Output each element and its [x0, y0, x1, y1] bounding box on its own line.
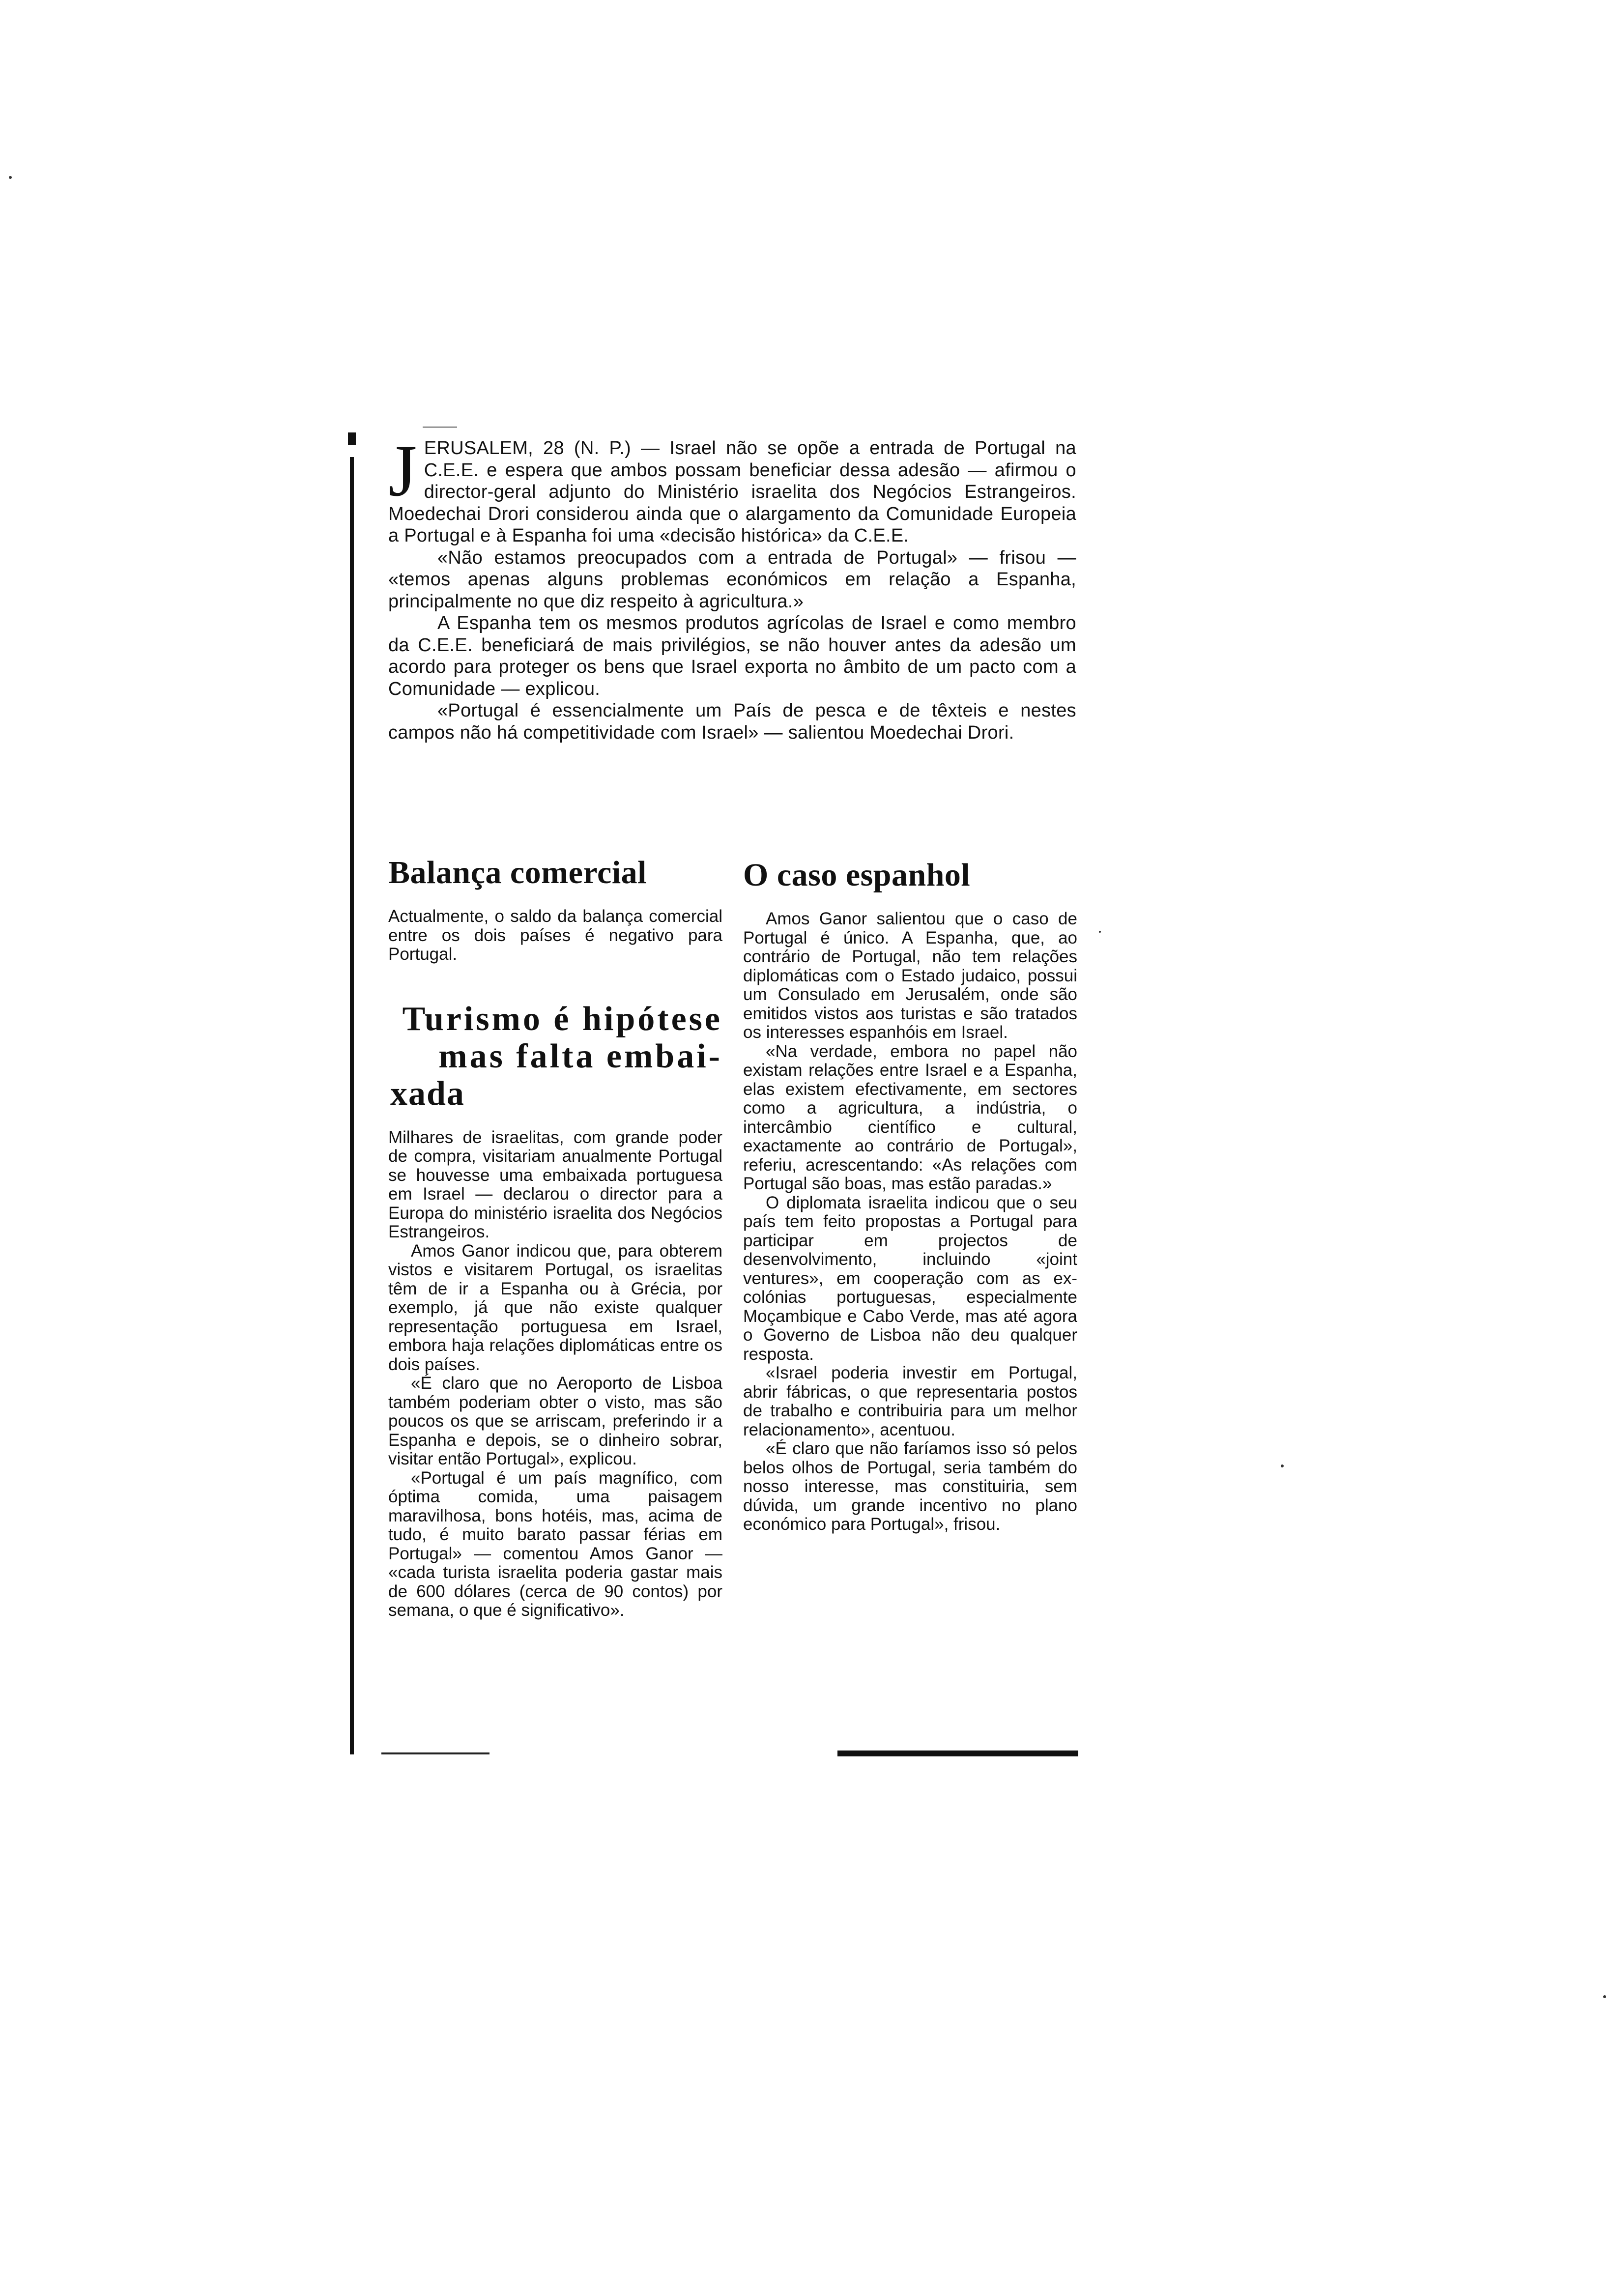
body-paragraph: «Israel poderia investir em Portugal, abrir fábricas, o que representaria postos de trabalho e contribuiria para um melhor relacionamento», acentuou. [743, 1363, 1077, 1439]
body-paragraph: «Na verdade, embora no papel não existam relações entre Israel e a Espanha, elas existem efectivamente, em sectores como a agricultura, a indústria, o intercâmbio científico e cultural, exactamente ao contrário de Portugal», referiu, acrescentando: «As relações com Portugal são boas, mas estão paradas.» [743, 1041, 1077, 1193]
right-column [743, 858, 1077, 1534]
heading-turismo-line2: mas falta embai- [438, 1037, 722, 1075]
bottom-rule-right [837, 1751, 1078, 1756]
body-paragraph: Amos Ganor indicou que, para obterem vistos e visitarem Portugal, os israelitas têm de ir a Espanha ou à Grécia, por exemplo, já que não existe qualquer representação portuguesa em Israel, embora haja relações diplomáticas entre os dois países. [388, 1241, 722, 1374]
margin-bar [350, 457, 354, 1754]
scan-speck [9, 176, 12, 179]
margin-mark [348, 432, 356, 445]
intro-paragraph: A Espanha tem os mesmos produtos agrícolas de Israel e como membro da C.E.E. beneficiará de mais privilégios, se não houver antes da adesão um acordo para proteger os bens que Israel exporta no âmbito de um pacto com a Comunidade — explicou. [388, 613, 1076, 699]
scan-speck [1099, 931, 1101, 933]
body-paragraph: «É claro que no Aeroporto de Lisboa também poderiam obter o visto, mas são poucos os que se arriscam, preferindo ir a Espanha e depois, se o dinheiro sobrar, visitar então Portugal», explicou. [388, 1374, 722, 1468]
body-paragraph: O diplomata israelita indicou que o seu país tem feito propostas a Portugal para participar em projectos de desenvolvimento, incluindo «joint ventures», em cooperação com as ex-colónias portuguesas, especialmente Moçambique e Cabo Verde, mas até agora o Governo de Lisboa não deu qualquer resposta. [743, 1193, 1077, 1364]
intro-paragraph: ERUSALEM, 28 (N. P.) — Israel não se opõe a entrada de Portugal na C.E.E. e espera que ambos possam beneficiar dessa adesão — afirmou o director-geral adjunto do Ministério israelita dos Negócios Estrangeiros. Moedechai Drori considerou ainda que o alargamento da Comunidade Europeia a Portugal e à Espanha foi uma «decisão histórica» da C.E.E. [388, 438, 1076, 546]
intro-paragraph: «Não estamos preocupados com a entrada de Portugal» — frisou — «temos apenas alguns problemas económicos em relação a Espanha, principalmente no que diz respeito à agricultura.» [388, 547, 1076, 612]
intro-article [388, 430, 1076, 744]
body-paragraph: «É claro que não faríamos isso só pelos belos olhos de Portugal, seria também do nosso interesse, mas constituiria, sem dúvida, um grande incentivo no plano económico para Portugal», frisou. [743, 1439, 1077, 1534]
body-paragraph: Milhares de israelitas, com grande poder de compra, visitariam anualmente Portugal se houvesse uma embaixada portuguesa em Israel — declarou o director para a Europa do ministério israelita dos Negócios Estrangeiros. [388, 1127, 722, 1241]
heading-turismo-line1: Turismo é hipótese [402, 1000, 722, 1038]
bottom-rule-left [381, 1752, 489, 1754]
heading-balanca-comercial: Balança comercial [388, 855, 647, 890]
drop-cap: J [388, 430, 417, 512]
body-paragraph: Actualmente, o saldo da balança comercial entre os dois países é negativo para Portugal. [388, 907, 722, 964]
scan-speck [1281, 1464, 1284, 1467]
intro-paragraph: «Portugal é essencialmente um País de pesca e de têxteis e nestes campos não há competitividade com Israel» — salientou Moedechai Drori. [388, 700, 1076, 743]
body-paragraph: Amos Ganor salientou que o caso de Portugal é único. A Espanha, que, ao contrário de Portugal, não tem relações diplomáticas com o Estado judaico, possui um Consulado em Jerusalém, onde são emitidos vistos aos turistas e são tratados os interesses espanhóis em Israel. [743, 909, 1077, 1042]
left-column [388, 855, 722, 1620]
body-paragraph: «Portugal é um país magnífico, com óptima comida, uma paisagem maravilhosa, bons hotéis, mas, acima de tudo, é muito barato passar férias em Portugal» — comentou Amos Ganor — «cada turista israelita poderia gastar mais de 600 dólares (cerca de 90 contos) por semana, o que é significativo». [388, 1468, 722, 1620]
scan-speck [1603, 1995, 1606, 1998]
top-rule [423, 427, 457, 428]
heading-turismo [388, 1001, 722, 1113]
heading-turismo-line3: xada [390, 1074, 465, 1113]
heading-caso-espanhol: O caso espanhol [743, 857, 971, 893]
